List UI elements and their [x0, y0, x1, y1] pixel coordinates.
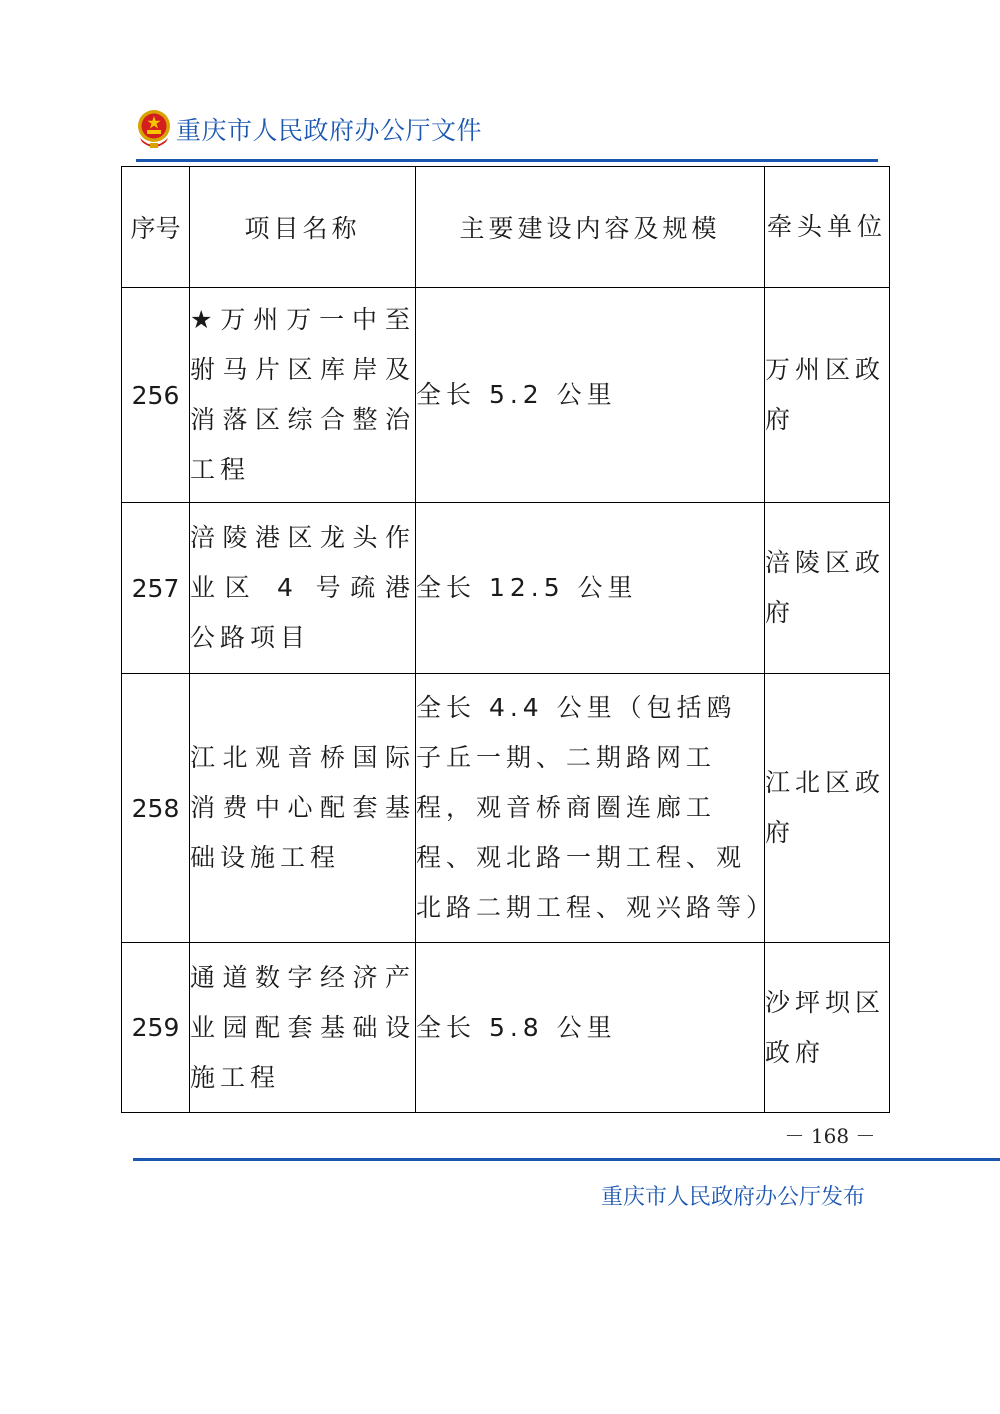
document-header	[136, 108, 482, 150]
row-seq: 259	[122, 943, 190, 1113]
row-lead-unit: 万州区政府	[765, 288, 890, 503]
footer-publisher: 重庆市人民政府办公厅发布	[600, 1185, 865, 1210]
row-seq: 258	[122, 674, 190, 943]
header-seq: 序号	[122, 167, 190, 288]
header-divider	[136, 159, 878, 162]
row-seq: 257	[122, 503, 190, 674]
row-content: 全长 5.8 公里	[416, 943, 765, 1113]
table-row	[122, 288, 890, 503]
national-emblem-icon	[136, 108, 172, 150]
header-content: 主要建设内容及规模	[416, 167, 765, 288]
page-number: － 168 －	[784, 1124, 876, 1148]
table-row	[122, 674, 890, 943]
project-table	[121, 166, 890, 1113]
header-unit: 牵头单位	[765, 167, 890, 288]
footer-divider	[133, 1158, 1000, 1161]
table-row	[122, 943, 890, 1113]
header-name: 项目名称	[190, 167, 416, 288]
row-content: 全长 4.4 公里（包括鸥子丘一期、二期路网工程，观音桥商圈连廊工程、观北路一期工程、观北路二期工程、观兴路等）	[416, 674, 765, 943]
row-content: 全长 12.5 公里	[416, 503, 765, 674]
row-lead-unit: 沙坪坝区政府	[765, 943, 890, 1113]
row-seq: 256	[122, 288, 190, 503]
table-row	[122, 503, 890, 674]
row-lead-unit: 江北区政府	[765, 674, 890, 943]
row-lead-unit: 涪陵区政府	[765, 503, 890, 674]
row-project-name: 江北观音桥国际消费中心配套基础设施工程	[190, 674, 416, 943]
row-content: 全长 5.2 公里	[416, 288, 765, 503]
row-project-name: ★万州万一中至驸马片区库岸及消落区综合整治工程	[190, 288, 416, 503]
table-header-row	[122, 167, 890, 288]
header-title: 重庆市人民政府办公厅文件	[176, 116, 483, 145]
row-project-name: 涪陵港区龙头作业区 4 号疏港公路项目	[190, 503, 416, 674]
row-project-name: 通道数字经济产业园配套基础设施工程	[190, 943, 416, 1113]
